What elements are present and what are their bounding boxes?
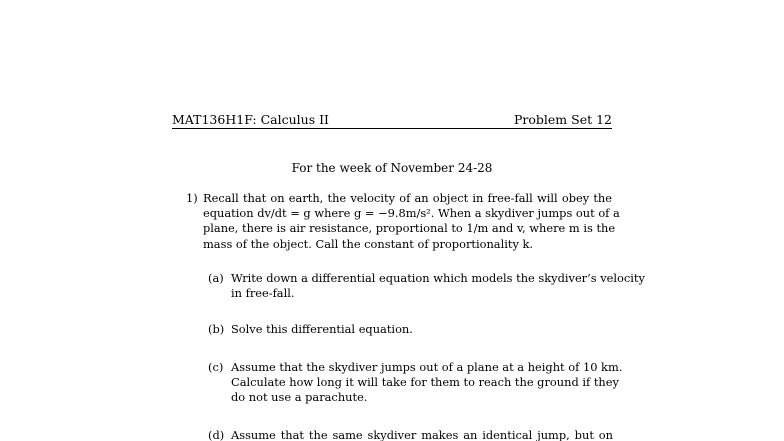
part-line: Assume that the skydiver jumps out of a plane at a height of 10 km.: [231, 360, 623, 374]
part-line: Solve this differential equation.: [231, 322, 413, 336]
page-header: [172, 112, 612, 128]
part-label: (d): [208, 428, 225, 441]
part-line: in free-fall.: [231, 286, 295, 301]
part-label: (a): [208, 271, 224, 285]
part-text: [231, 322, 613, 337]
part-line: do not use a parachute.: [231, 390, 368, 405]
part-text: [231, 271, 645, 301]
problem-line: plane, there is air resistance, proportional to 1/m and v, where m is the: [203, 221, 616, 236]
part-line: Assume that the same skydiver makes an identical jump, but on: [231, 428, 613, 441]
problem-line: equation dv/dt = g where g = −9.8m/s². When a skydiver jumps out of a: [203, 206, 620, 221]
problem-set-label: Problem Set 12: [514, 112, 612, 127]
part-line: Calculate how long it will take for them to reach the ground if they: [231, 375, 619, 390]
problem-statement: [203, 191, 620, 252]
problem-number: 1): [186, 191, 198, 205]
header-rule: [172, 128, 612, 129]
problem-line: mass of the object. Call the constant of proportionality k.: [203, 236, 534, 251]
part-label: (c): [208, 360, 224, 374]
week-line: For the week of November 24-28: [291, 161, 493, 175]
problem-line: Recall that on earth, the velocity of an object in free-fall will obey the: [203, 191, 612, 205]
part-text: [231, 428, 613, 441]
part-label: (b): [208, 322, 225, 336]
part-line: Write down a differential equation which models the skydiver’s velocity: [231, 271, 645, 285]
course-title: MAT136H1F: Calculus II: [172, 112, 329, 127]
part-text: [231, 360, 623, 406]
